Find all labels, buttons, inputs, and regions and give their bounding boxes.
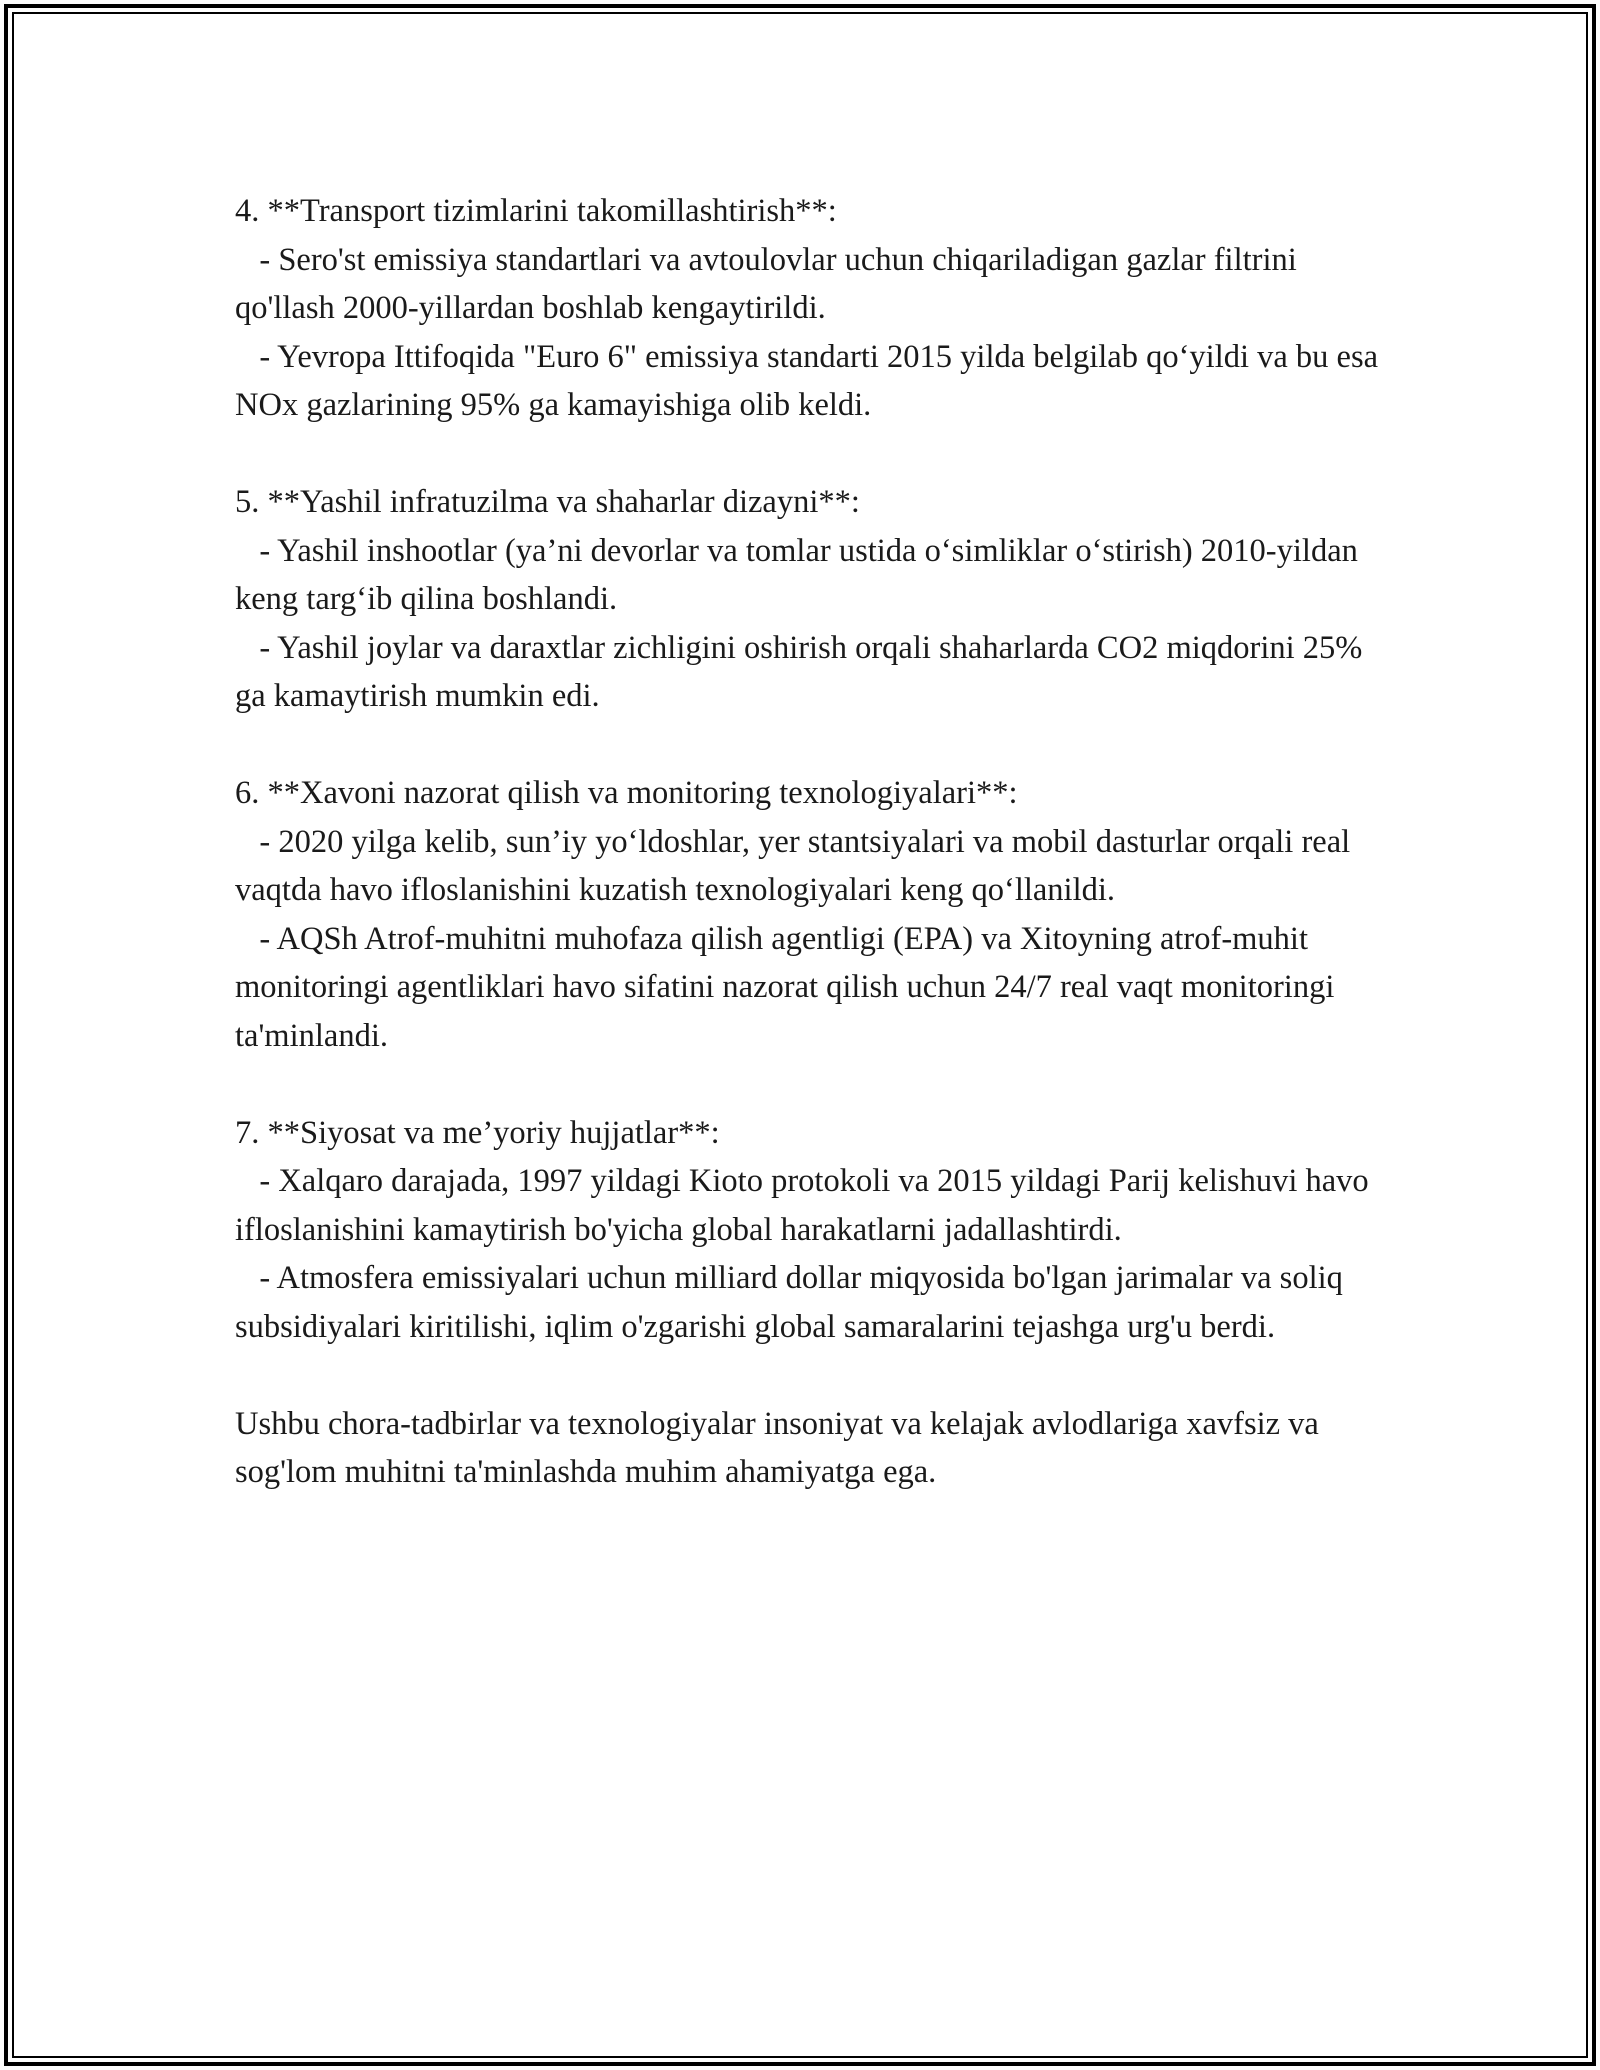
section-transport (235, 187, 1395, 430)
section-heading: 7. **Siyosat va me’yoriy hujjatlar**: (235, 1114, 720, 1151)
section-heading: 6. **Xavoni nazorat qilish va monitoring texnologiyalari**: (235, 775, 1018, 811)
section-bullet: - AQSh Atrof-muhitni muhofaza qilish agentligi (EPA) va Xitoyning atrof-muhit monitoringi agentliklari havo sifatini nazorat qilish uchun 24/7 real vaqt monitoringi ta'minlandi. (235, 920, 1343, 1054)
section-policy (235, 1109, 1395, 1352)
conclusion-paragraph: Ushbu chora-tadbirlar va texnologiyalar insoniyat va kelajak avlodlariga xavfsiz va sog'lom muhitni ta'minlashda muhim ahamiyatga ega. (235, 1405, 1327, 1490)
section-bullet: - Sero'st emissiya standartlari va avtoulovlar uchun chiqariladigan gazlar filtrini qo'llash 2000-yillardan boshlab kengaytirildi. (235, 241, 1305, 326)
section-bullet: - Xalqaro darajada, 1997 yildagi Kioto protokoli va 2015 yildagi Parij kelishuvi havo ifloslanishini kamaytirish bo'yicha global harakatlarni jadallashtirdi. (235, 1163, 1377, 1248)
section-green-infrastructure (235, 478, 1395, 721)
section-air-monitoring (235, 769, 1395, 1060)
section-heading: 4. **Transport tizimlarini takomillashtirish**: (235, 193, 837, 229)
section-heading: 5. **Yashil infratuzilma va shaharlar dizayni**: (235, 484, 860, 520)
section-bullet: - Atmosfera emissiyalari uchun milliard dollar miqyosida bo'lgan jarimalar va soliq subsidiyalari kiritilishi, iqlim o'zgarishi global samaralarini tejashga urg'u berdi. (235, 1260, 1352, 1345)
section-bullet: - 2020 yilga kelib, sun’iy yo‘ldoshlar, yer stantsiyalari va mobil dasturlar orqali real vaqtda havo ifloslanishini kuzatish texnologiyalari keng qo‘llanildi. (235, 823, 1359, 908)
section-bullet: - Yevropa Ittifoqida "Euro 6" emissiya standarti 2015 yilda belgilab qo‘yildi va bu esa NOx gazlarining 95% ga kamayishiga olib keldi. (235, 338, 1387, 423)
document-body (235, 187, 1395, 1497)
section-bullet: - Yashil inshootlar (ya’ni devorlar va tomlar ustida o‘simliklar o‘stirish) 2010-yildan keng targ‘ib qilina boshlandi. (235, 532, 1366, 617)
section-bullet: - Yashil joylar va daraxtlar zichligini oshirish orqali shaharlarda CO2 miqdorini 25% ga kamaytirish mumkin edi. (235, 629, 1371, 714)
